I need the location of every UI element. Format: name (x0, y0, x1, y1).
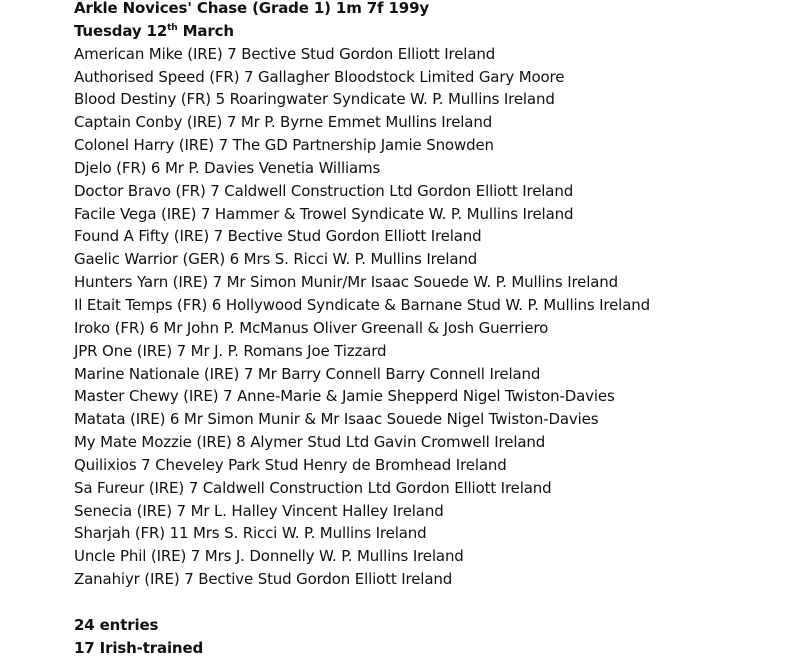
entry-line: Quilixios 7 Cheveley Park Stud Henry de Bromhead Ireland (74, 455, 507, 474)
race-date-suffix: th (167, 22, 178, 33)
entry-line: Master Chewy (IRE) 7 Anne-Marie & Jamie Shepperd Nigel Twiston-Davies (74, 387, 615, 406)
race-date-month: March (177, 21, 234, 40)
blank-line (74, 591, 774, 614)
entry-line: Authorised Speed (FR) 7 Gallagher Bloodstock Limited Gary Moore (74, 67, 565, 86)
entry-line: Uncle Phil (IRE) 7 Mrs J. Donnelly W. P. Mullins Ireland (74, 547, 464, 566)
entry-line: Captain Conby (IRE) 7 Mr P. Byrne Emmet Mullins Ireland (74, 113, 493, 132)
entry-line: Djelo (FR) 6 Mr P. Davies Venetia Williams (74, 158, 381, 177)
irish-trained-count: 17 Irish-trained (74, 638, 204, 657)
entry-line: Hunters Yarn (IRE) 7 Mr Simon Munir/Mr Isaac Souede W. P. Mullins Ireland (74, 273, 619, 292)
entry-line: Gaelic Warrior (GER) 6 Mrs S. Ricci W. P. Mullins Ireland (74, 250, 478, 269)
entry-list (74, 43, 774, 591)
entry-line: Il Etait Temps (FR) 6 Hollywood Syndicate & Barnane Stud W. P. Mullins Ireland (74, 295, 650, 314)
entry-line: Zanahiyr (IRE) 7 Bective Stud Gordon Elliott Ireland (74, 570, 453, 589)
entry-line: Sharjah (FR) 11 Mrs S. Ricci W. P. Mullins Ireland (74, 524, 427, 543)
entries-count: 24 entries (74, 615, 159, 634)
entry-line: Facile Vega (IRE) 7 Hammer & Trowel Syndicate W. P. Mullins Ireland (74, 204, 574, 223)
race-date (74, 20, 774, 43)
entry-line: Doctor Bravo (FR) 7 Caldwell Construction Ltd Gordon Elliott Ireland (74, 181, 574, 200)
entry-line: Found A Fifty (IRE) 7 Bective Stud Gordon Elliott Ireland (74, 227, 482, 246)
entry-line: Blood Destiny (FR) 5 Roaringwater Syndicate W. P. Mullins Ireland (74, 90, 555, 109)
entry-line: Colonel Harry (IRE) 7 The GD Partnership Jamie Snowden (74, 136, 494, 155)
document-body (74, 0, 774, 659)
entry-line: Iroko (FR) 6 Mr John P. McManus Oliver Greenall & Josh Guerriero (74, 318, 549, 337)
entry-line: American Mike (IRE) 7 Bective Stud Gordon Elliott Ireland (74, 44, 496, 63)
race-date-day: Tuesday 12 (74, 21, 168, 40)
entry-line: My Mate Mozzie (IRE) 8 Alymer Stud Ltd Gavin Cromwell Ireland (74, 433, 546, 452)
entry-line: Marine Nationale (IRE) 7 Mr Barry Connell Barry Connell Ireland (74, 364, 541, 383)
entry-line: Sa Fureur (IRE) 7 Caldwell Construction Ltd Gordon Elliott Ireland (74, 478, 552, 497)
entry-line: Matata (IRE) 6 Mr Simon Munir & Mr Isaac Souede Nigel Twiston-Davies (74, 410, 599, 429)
entry-line: JPR One (IRE) 7 Mr J. P. Romans Joe Tizzard (74, 341, 387, 360)
entry-line: Senecia (IRE) 7 Mr L. Halley Vincent Halley Ireland (74, 501, 444, 520)
race-title: Arkle Novices' Chase (Grade 1) 1m 7f 199y (74, 0, 429, 17)
